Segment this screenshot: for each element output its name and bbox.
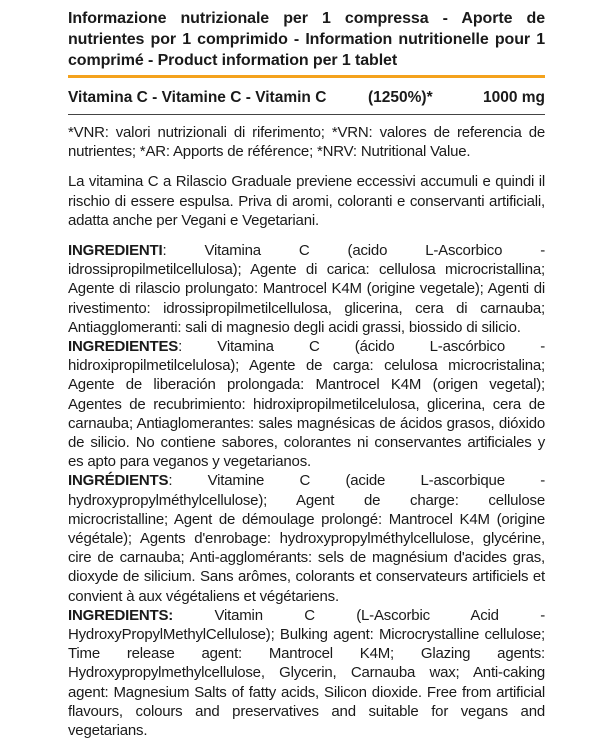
ingredients-label: INGREDIENTES xyxy=(68,338,179,356)
nutrient-percent: (1250%)* xyxy=(368,89,433,106)
reference-note: *VNR: valori nutrizionali di riferimento; *VRN: valores de referencia de nutrientes; *AR: Apports de référence; *NRV: Nutritional Value. xyxy=(68,124,545,161)
ingredients-label: INGREDIENTS: xyxy=(68,606,174,624)
ingredients-spanish xyxy=(68,337,545,471)
row-divider xyxy=(68,114,545,115)
ingredients-text: : Vitamine C (acide L-ascorbique - hydroxypropylméthylcellulose); Agent de charge: cellulose microcristalline; Agent de démoulage prolongé: Mantrocel K4M (origine végétale); Agents d'enrobage: hydroxypropylméthylcellulose, glycérine, cire de carnauba; Anti-agglomérants: sels de magnésium d'acides gras, dioxyde de silicium. Sans arômes, colorants et conservateurs artificiels et convient à aux végétaliens et végétariens. xyxy=(68,472,545,605)
vitamin-c-row xyxy=(68,78,545,112)
ingredients-english xyxy=(68,606,545,740)
nutrient-name: Vitamina C - Vitamine C - Vitamin C xyxy=(68,89,327,106)
ingredients-label: INGRÉDIENTS xyxy=(68,472,169,490)
ingredients-block xyxy=(68,241,545,740)
nutrient-amount: 1000 mg xyxy=(482,89,545,106)
ingredients-label: INGREDIENTI xyxy=(68,242,163,260)
ingredients-french xyxy=(68,471,545,605)
ingredients-text: Vitamin C (L-Ascorbic Acid - HydroxyPropylMethylCellulose); Bulking agent: Microcrystalline cellulose; Time release agent: Mantrocel K4M; Glazing agents: Hydroxypropylmethylcellulose, Glycerin, Carnauba wax; Anti-caking agent: Magnesium Salts of fatty acids, Silicon dioxide. Free from artificial flavours, colours and preservatives and suitable for vegans and vegetarians. xyxy=(68,606,545,740)
ingredients-italian xyxy=(68,241,545,337)
ingredients-text: : Vitamina C (acido L-Ascorbico - idrossipropilmetilcellulosa); Agente di carica: cellulosa microcristallina; Agente di rilascio prolungato: Mantrocel K4M (origine vegetale); Agenti di rivestimento: idrossipropilmetilcellulosa, glicerina, cera di carnauba; Antiagglomeranti: sali di magnesio degli acidi grassi, biossido di silicio. xyxy=(68,242,545,336)
description-italian: La vitamina C a Rilascio Graduale previene eccessivi accumuli e quindi il rischio di essere espulsa. Priva di aromi, coloranti e conservanti artificiali, adatta anche per Vegani e Vegetariani. xyxy=(68,173,545,229)
ingredients-text: : Vitamina C (ácido L-ascórbico - hidroxipropilmetilcelulosa); Agente de carga: celulosa microcristalina; Agente de liberación prolongada: Mantrocel K4M (origen vegetal); Agentes de recubrimiento: hidroxipropilmetilcelulosa, glicerina, cera de carnauba; Antiaglomerantes: sales magnésicas de ácidos grasos, dióxido de silicio. No contiene sabores, colorantes ni conservantes artificiales y es apto para veganos y vegetarianos. xyxy=(68,338,545,471)
nutrition-header: Informazione nutrizionale per 1 compressa - Aporte de nutrientes por 1 comprimido - Information nutritionelle pour 1 comprimé - Product information per 1 tablet xyxy=(68,10,545,69)
label-panel xyxy=(68,8,545,740)
